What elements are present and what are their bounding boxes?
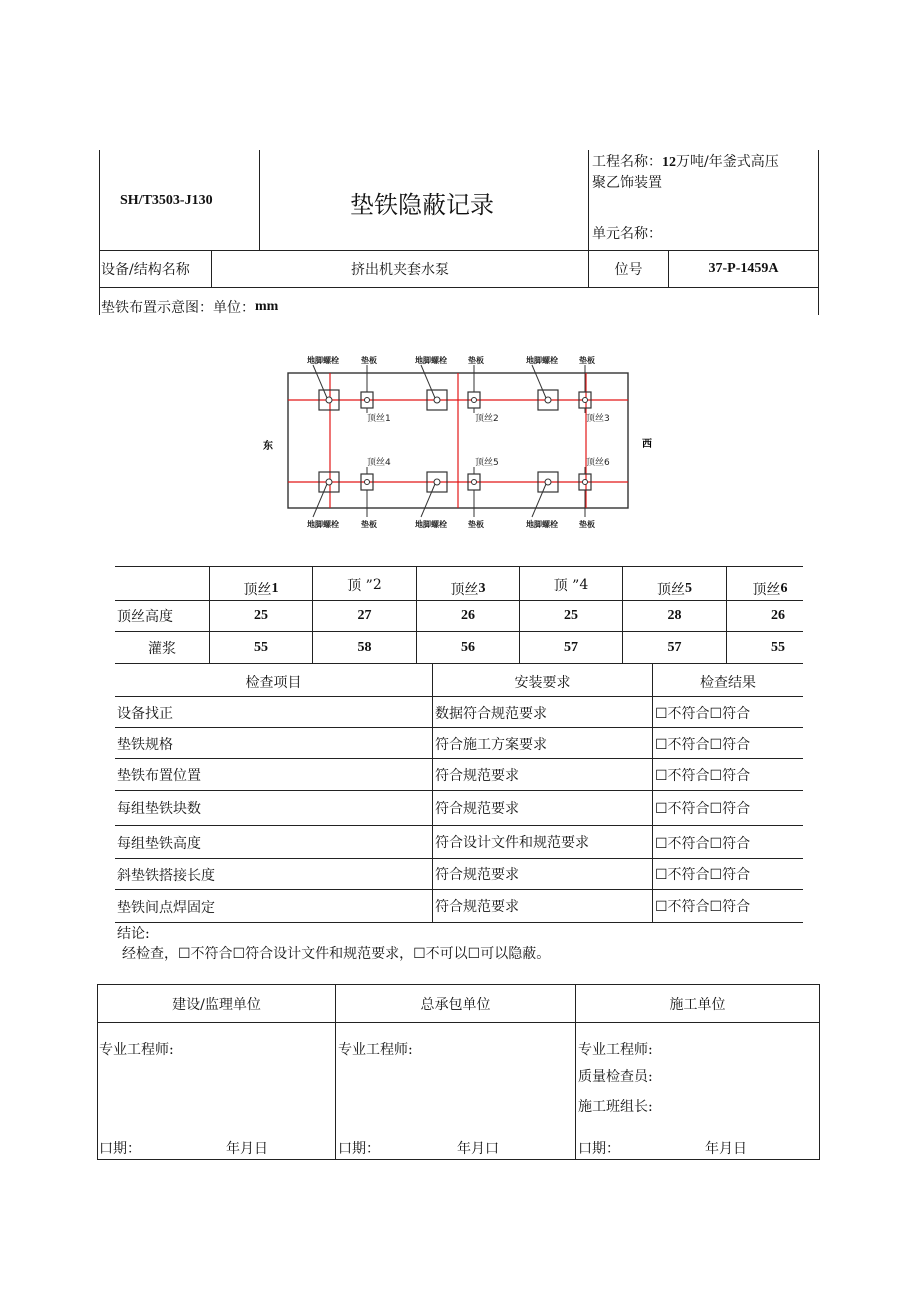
sig-header-construction: 施工单位 xyxy=(669,997,726,1013)
jack-label-5: 顶丝5 xyxy=(475,458,499,468)
sig-engineer-contractor: 专业工程师: xyxy=(338,1042,413,1058)
check-req: 符合设计文件和规范要求 xyxy=(435,835,589,851)
sig-header-contractor: 总承包单位 xyxy=(420,997,491,1013)
sig-quality-inspector: 质量检查员: xyxy=(578,1069,653,1085)
check-item: 垫铁布置位置 xyxy=(117,768,201,784)
sig-date-label: 口期： xyxy=(338,1141,380,1157)
jack-header-2 xyxy=(313,574,416,596)
jack-header-4 xyxy=(520,574,622,596)
jack-label-1: 顶丝1 xyxy=(367,414,391,424)
east-label: 东 xyxy=(263,441,273,452)
table-cell: 55 xyxy=(771,640,785,655)
bolt-label: 地脚螺栓 xyxy=(307,520,339,529)
position-value: 37-P-1459A xyxy=(708,261,779,276)
sig-engineer-owner: 专业工程师: xyxy=(99,1042,174,1058)
check-result[interactable]: ☐不符合☐符合 xyxy=(655,836,751,852)
jack-header-text: 顶丝 xyxy=(243,582,272,598)
check-req: 符合规范要求 xyxy=(435,899,519,915)
check-item: 斜垫铁搭接长度 xyxy=(117,868,215,884)
page-title: 垫铁隐蔽记录 xyxy=(350,190,494,219)
sig-date-value: 年月日 xyxy=(226,1141,268,1157)
jack-header-6 xyxy=(727,578,813,600)
layout-caption xyxy=(101,296,278,318)
table-cell: 26 xyxy=(461,608,475,623)
check-item: 设备找正 xyxy=(117,706,173,722)
bolt-label: 地脚螺栓 xyxy=(415,356,447,365)
check-req: 符合施工方案要求 xyxy=(435,737,547,753)
check-item: 每组垫铁块数 xyxy=(117,801,201,817)
check-header-item: 检查项目 xyxy=(245,675,302,691)
table-cell: 57 xyxy=(564,640,578,655)
pad-label: 垫板 xyxy=(579,356,595,365)
sig-date-label: 口期： xyxy=(99,1141,141,1157)
sig-engineer-construction: 专业工程师: xyxy=(578,1042,653,1058)
project-line2: 聚乙饰装置 xyxy=(592,175,662,191)
jack-header-1 xyxy=(210,578,312,600)
conclusion-label: 结论: xyxy=(117,926,150,942)
sig-date-value: 年月日 xyxy=(705,1141,747,1157)
pad-label: 垫板 xyxy=(579,520,595,529)
jack-header-3 xyxy=(417,578,519,600)
sig-date-label: 口期： xyxy=(578,1141,620,1157)
check-req: 数据符合规范要求 xyxy=(435,706,547,722)
project-name xyxy=(592,152,779,193)
check-req: 符合规范要求 xyxy=(435,768,519,784)
conclusion-text[interactable]: 经检查，☐不符合☐符合设计文件和规范要求，☐不可以☐可以隐蔽。 xyxy=(122,946,551,962)
jack-label-4: 顶丝4 xyxy=(367,458,391,468)
check-req: 符合规范要求 xyxy=(435,801,519,817)
jack-header-text: 顶丝 xyxy=(450,582,479,598)
bolt-label: 地脚螺栓 xyxy=(526,520,558,529)
project-rest: 万吨/年釜式高压 xyxy=(676,154,779,170)
table-cell: 56 xyxy=(461,640,475,655)
jack-header-text: 顶丝 xyxy=(752,582,781,598)
form-code: SH/T3503-J130 xyxy=(120,193,213,208)
jack-header-num: 2 xyxy=(372,577,382,593)
project-num: 12 xyxy=(662,155,676,170)
table-cell: 57 xyxy=(667,640,682,655)
equipment-value: 挤出机夹套水泵 xyxy=(351,262,449,278)
jack-label-3: 顶丝3 xyxy=(586,414,610,424)
check-header-req: 安装要求 xyxy=(514,675,571,691)
table-cell: 55 xyxy=(254,640,268,655)
check-result[interactable]: ☐不符合☐符合 xyxy=(655,899,751,915)
bolt-label: 地脚螺栓 xyxy=(526,356,558,365)
bolt-label: 地脚螺栓 xyxy=(307,356,339,365)
shim-layout-diagram xyxy=(255,345,665,535)
check-result[interactable]: ☐不符合☐符合 xyxy=(655,801,751,817)
jack-header-num: 5 xyxy=(685,581,692,596)
table-cell: 28 xyxy=(667,608,682,623)
jack-header-text: 顶丝 xyxy=(657,582,685,598)
table-cell: 58 xyxy=(357,640,372,655)
row-label-height: 顶丝高度 xyxy=(117,609,173,625)
jack-header-num: 4 xyxy=(579,577,589,593)
table-cell: 25 xyxy=(564,608,578,623)
pad-label: 垫板 xyxy=(468,520,484,529)
jack-header-text: 顶 ” xyxy=(553,578,580,594)
bolt-label: 地脚螺栓 xyxy=(415,520,447,529)
jack-header-num: 3 xyxy=(478,581,486,596)
jack-header-5 xyxy=(623,578,726,600)
pad-label: 垫板 xyxy=(361,356,377,365)
check-result[interactable]: ☐不符合☐符合 xyxy=(655,706,751,722)
table-cell: 25 xyxy=(254,608,268,623)
pad-label: 垫板 xyxy=(361,520,377,529)
sig-crew-leader: 施工班组长: xyxy=(578,1099,653,1115)
check-item: 垫铁规格 xyxy=(117,737,173,753)
sig-header-owner: 建设/监理单位 xyxy=(172,997,261,1013)
west-label: 西 xyxy=(642,439,652,450)
check-req: 符合规范要求 xyxy=(435,867,519,883)
check-result[interactable]: ☐不符合☐符合 xyxy=(655,768,751,784)
check-header-result: 检查结果 xyxy=(700,675,756,691)
table-cell: 27 xyxy=(357,608,372,623)
jack-header-num: 6 xyxy=(780,581,788,596)
equipment-label: 设备/结构名称 xyxy=(101,262,190,278)
pad-label: 垫板 xyxy=(468,356,484,365)
position-label: 位号 xyxy=(614,262,643,278)
project-label: 工程名称： xyxy=(592,154,662,170)
layout-caption-label: 垫铁布置示意图：单位： xyxy=(101,300,255,316)
jack-label-2: 顶丝2 xyxy=(475,414,499,424)
check-result[interactable]: ☐不符合☐符合 xyxy=(655,737,751,753)
check-item: 垫铁间点焊固定 xyxy=(117,900,215,916)
row-label-grout: 灌浆 xyxy=(148,641,176,657)
check-result[interactable]: ☐不符合☐符合 xyxy=(655,867,751,883)
unit-name-label: 单元名称： xyxy=(592,226,662,242)
table-cell: 26 xyxy=(771,608,785,623)
check-item: 每组垫铁高度 xyxy=(117,836,201,852)
sig-date-value: 年月口 xyxy=(457,1141,499,1157)
jack-header-num: 1 xyxy=(271,581,279,596)
jack-header-text: 顶 ” xyxy=(347,578,373,594)
jack-label-6: 顶丝6 xyxy=(586,458,610,468)
layout-caption-unit: mm xyxy=(255,299,279,314)
